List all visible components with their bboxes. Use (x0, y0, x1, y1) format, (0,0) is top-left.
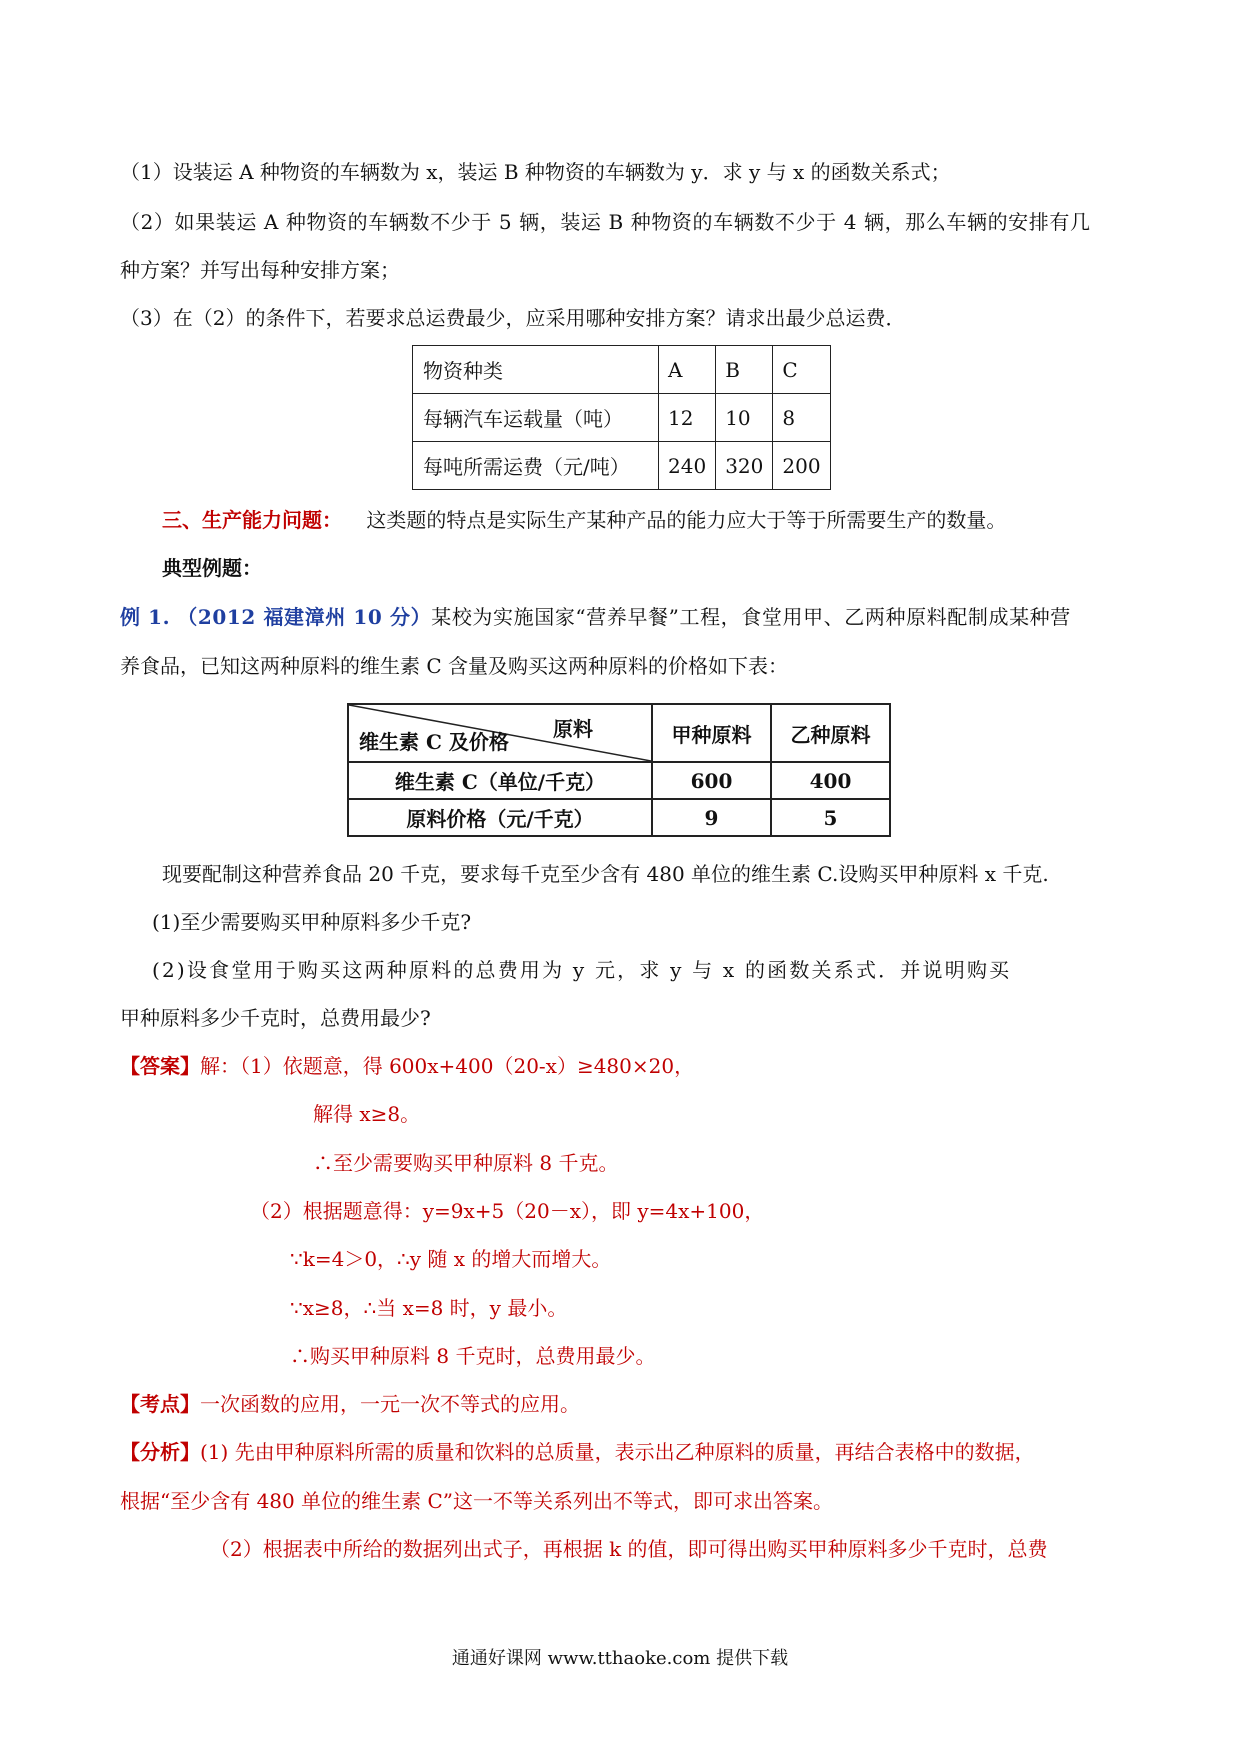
analysis-line-1 (120, 1437, 1035, 1467)
problem-intro: 现要配制这种营养食品 20 千克，要求每千克至少含有 480 单位的维生素 C.设购买甲种原料 x 千克. (162, 862, 1049, 886)
table-cell: 原料价格（元/千克） (348, 799, 652, 836)
table-cell: C (773, 346, 830, 394)
table-cell: 400 (771, 762, 890, 799)
table-cell: 320 (716, 442, 773, 490)
key-points (120, 1389, 580, 1419)
table-cell: 8 (773, 394, 830, 442)
table-cell: 240 (659, 442, 716, 490)
table-cell: 维生素 C（单位/千克） (348, 762, 652, 799)
diagonal-header-cell (348, 704, 652, 762)
section-title: 三、生产能力问题： (162, 508, 342, 532)
problem-part-2-line-2: 甲种原料多少千克时，总费用最少? (120, 1006, 431, 1030)
table-header-row (348, 704, 890, 762)
answer-line-4: （2）根据题意得：y=9x+5（20－x），即 y=4x+100， (250, 1199, 765, 1223)
table-row (413, 442, 831, 490)
table-cell: 5 (771, 799, 890, 836)
table-cell: 200 (773, 442, 830, 490)
table-cell: 12 (659, 394, 716, 442)
example-text: 某校为实施国家“营养早餐”工程，食堂用甲、乙两种原料配制成某种营 (431, 605, 1071, 629)
table-row (348, 762, 890, 799)
table-header-cell: 乙种原料 (771, 704, 890, 762)
section-description: 这类题的特点是实际生产某种产品的能力应大于等于所需要生产的数量。 (366, 508, 1007, 532)
question-1: （1）设装运 A 种物资的车辆数为 x，装运 B 种物资的车辆数为 y．求 y 与 x 的函数关系式； (120, 160, 951, 184)
analysis-text: (1) 先由甲种原料所需的质量和饮料的总质量，表示出乙种原料的质量，再结合表格中的数据， (200, 1440, 1035, 1464)
example-label: 例 1. (120, 605, 171, 629)
page-footer: 通通好课网 www.tthaoke.com 提供下载 (451, 1648, 789, 1669)
answer-line-2: 解得 x≥8。 (313, 1102, 421, 1126)
table-header-cell: 甲种原料 (652, 704, 771, 762)
table-cell: 600 (652, 762, 771, 799)
answer-line-7: ∴购买甲种原料 8 千克时，总费用最少。 (290, 1344, 656, 1368)
analysis-label: 【分析】 (120, 1440, 200, 1464)
analysis-line-2: 根据“至少含有 480 单位的维生素 C”这一不等关系列出不等式，即可求出答案。 (120, 1489, 833, 1513)
table-cell: A (659, 346, 716, 394)
section-3 (162, 505, 1006, 535)
answer-line-6: ∵x≥8，∴当 x=8 时，y 最小。 (290, 1296, 568, 1320)
problem-part-2-line-1: (2)设食堂用于购买这两种原料的总费用为 y 元，求 y 与 x 的函数关系式．并说明购买 (152, 958, 1012, 982)
example-1-line-1 (120, 602, 1071, 632)
analysis-line-3: （2）根据表中所给的数据列出式子，再根据 k 的值，即可得出购买甲种原料多少千克时，总费 (210, 1537, 1048, 1561)
table-cell: 10 (716, 394, 773, 442)
diagonal-top-label: 原料 (553, 717, 593, 741)
answer-line-1 (120, 1051, 694, 1081)
answer-line-3: ∴至少需要购买甲种原料 8 千克。 (313, 1151, 619, 1175)
table-cell: 9 (652, 799, 771, 836)
key-points-label: 【考点】 (120, 1392, 200, 1416)
example-source: （2012 福建漳州 10 分） (177, 605, 432, 629)
example-1-line-2: 养食品，已知这两种原料的维生素 C 含量及购买这两种原料的价格如下表： (120, 654, 789, 678)
materials-table (412, 345, 831, 490)
table-row (413, 394, 831, 442)
key-points-text: 一次函数的应用，一元一次不等式的应用。 (200, 1392, 580, 1416)
answer-label: 【答案】 (120, 1054, 200, 1078)
ingredients-table (347, 703, 891, 837)
question-2-line-2: 种方案？并写出每种安排方案； (120, 258, 400, 282)
answer-line-5: ∵k=4＞0，∴y 随 x 的增大而增大。 (290, 1247, 612, 1271)
question-2-line-1: （2）如果装运 A 种物资的车辆数不少于 5 辆，装运 B 种物资的车辆数不少于 4 辆，那么车辆的安排有几 (120, 210, 1091, 234)
answer-text: 解：（1）依题意，得 600x+400（20-x）≥480×20， (200, 1054, 695, 1078)
table-header-row (413, 346, 831, 394)
question-3: （3）在（2）的条件下，若要求总运费最少，应采用哪种安排方案？请求出最少总运费． (120, 306, 906, 330)
table-cell: 物资种类 (413, 346, 659, 394)
table-cell: 每辆汽车运载量（吨） (413, 394, 659, 442)
table-row (348, 799, 890, 836)
diagonal-bottom-label: 维生素 C 及价格 (359, 730, 509, 754)
typical-examples-label: 典型例题： (162, 556, 262, 580)
table-cell: 每吨所需运费（元/吨） (413, 442, 659, 490)
problem-part-1: (1)至少需要购买甲种原料多少千克? (152, 910, 472, 934)
table-cell: B (716, 346, 773, 394)
